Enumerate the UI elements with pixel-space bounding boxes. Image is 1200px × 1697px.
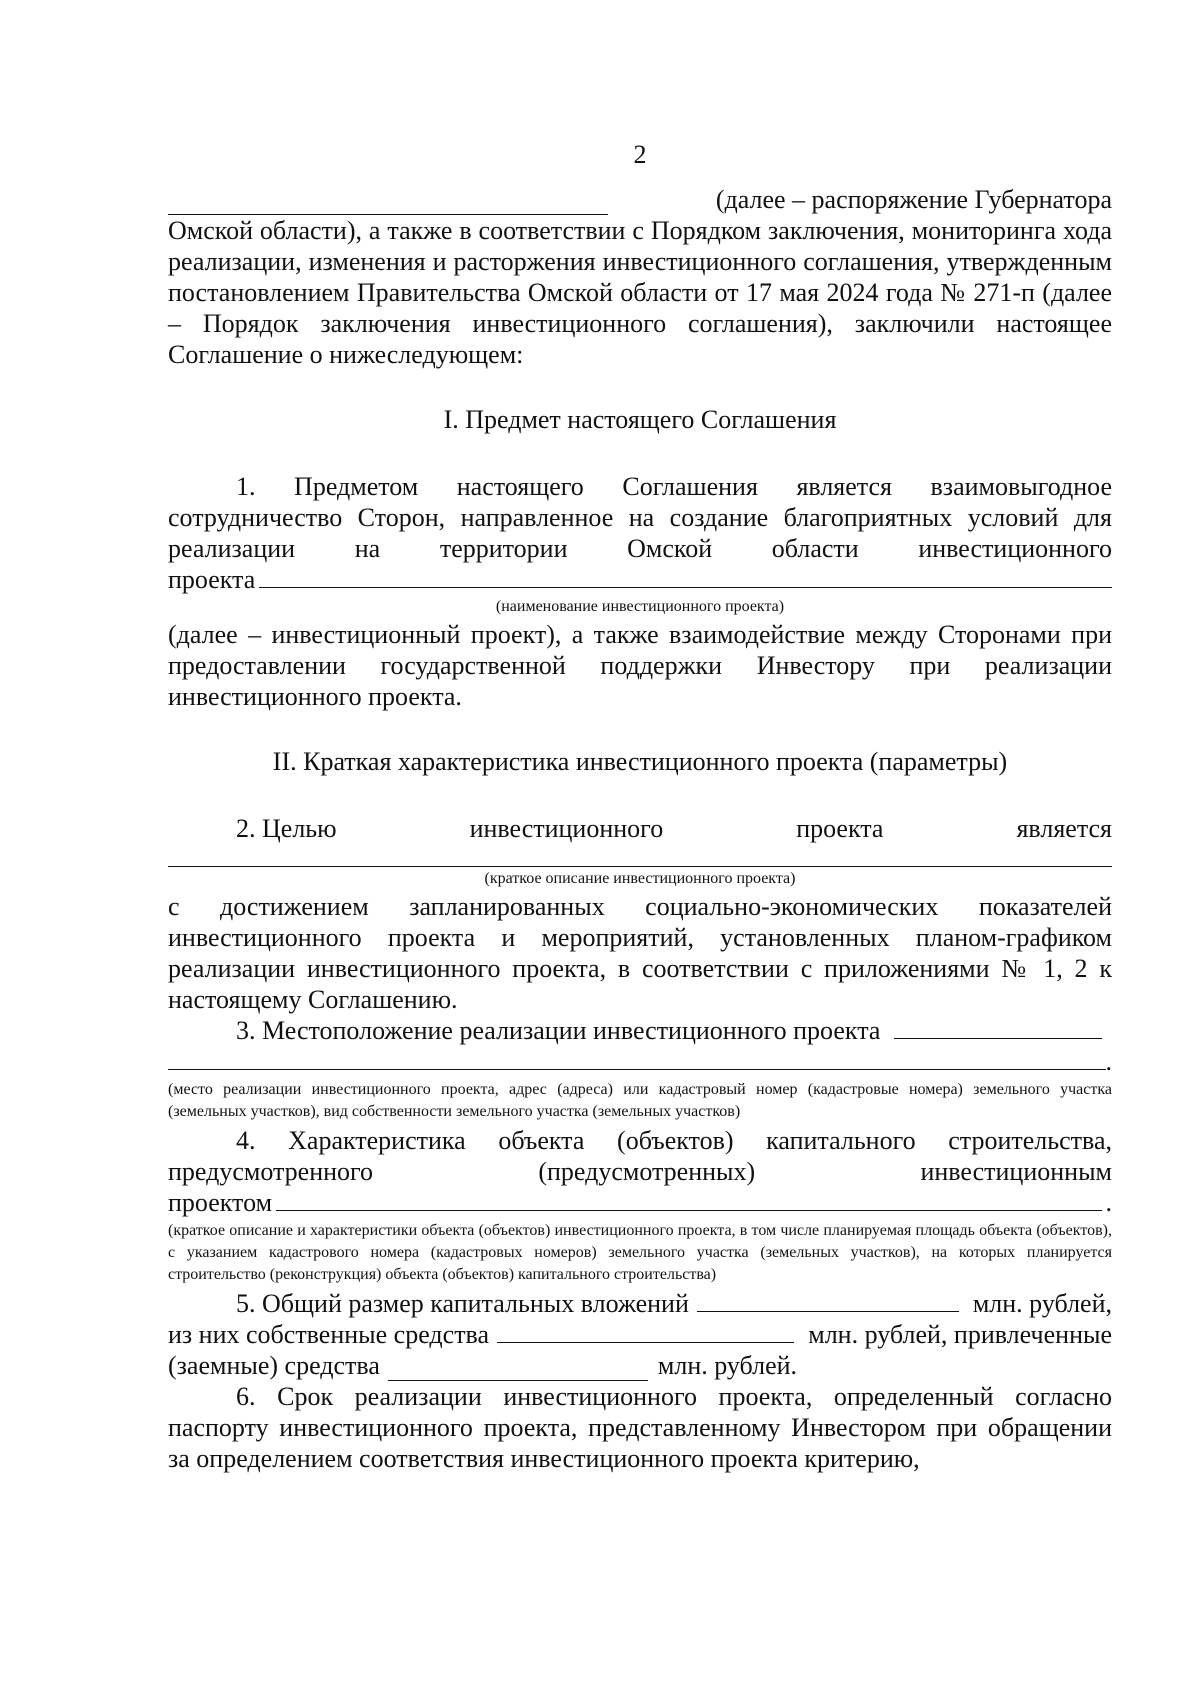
p3-rule-line — [168, 1046, 1112, 1077]
p5-text-e: (заемные) средства — [168, 1351, 380, 1380]
p2-word-2: инвестиционного — [469, 814, 664, 843]
p4-caption: (краткое описание и характеристики объекта (объектов) инвестиционного проекта, в том числе планируемая площадь объекта (объектов), с указанием кадастрового номера (кадастровых номеров) земельного участка (земельных участков), на которых планируется строительство (реконструкция) объекта (объектов) капитального строительства) — [168, 1222, 1112, 1283]
p2-line — [168, 813, 1112, 844]
p1-project-line — [168, 564, 1112, 595]
p5-text-d: млн. рублей, привлеченные — [808, 1320, 1112, 1349]
p4-line-1: 4. Характеристика объекта (объектов) капитального строительства, — [236, 1126, 1112, 1155]
p3-caption: (место реализации инвестиционного проекта, адрес (адреса) или кадастровый номер (кадастровые номера) земельного участка (земельных участков), вид собственности земельного участка (земельных участков) — [168, 1081, 1112, 1120]
location-field-2 — [168, 1068, 1106, 1070]
p5-text-f: млн. рублей. — [657, 1351, 798, 1380]
p4-object-word: проектом — [168, 1188, 273, 1217]
p5-text-b: млн. рублей, — [972, 1289, 1112, 1318]
p1-caption: (наименование инвестиционного проекта) — [495, 598, 785, 615]
p2-after: с достижением запланированных социально-экономических показателей инвестиционного проекта и мероприятий, установленных планом-графиком реализации инвестиционного проекта, в соответствии с приложениями № 1, 2 к настоящему Соглашению. — [168, 892, 1112, 1014]
p5-text-c: из них собственные средства — [168, 1320, 490, 1349]
intro-paragraph: Омской области), а также в соответствии с Порядком заключения, мониторинга хода реализации, изменения и расторжения инвестиционного соглашения, утвержденным постановлением Правительства Омской области от 17 мая 2024 года № 271-п (далее – Порядок заключения инвестиционного соглашения), заключили настоящее Соглашение о нижеследующем: — [168, 216, 1112, 369]
p3-period: . — [1105, 1047, 1112, 1076]
p4-period: . — [1105, 1188, 1112, 1217]
p3-line — [168, 1015, 1112, 1046]
project-name-field — [259, 586, 1112, 588]
total-investment-field — [697, 1310, 959, 1312]
p5-text-a: 5. Общий размер капитальных вложений — [236, 1289, 689, 1318]
blank-field — [168, 190, 608, 215]
section-1-title: I. Предмет настоящего Соглашения — [443, 405, 837, 434]
p3-text: 3. Местоположение реализации инвестиционного проекта — [236, 1016, 881, 1045]
own-funds-field — [497, 1341, 794, 1343]
p2-word-3: проекта — [796, 814, 884, 843]
intro-first-line — [168, 184, 1112, 215]
location-field-1 — [894, 1037, 1102, 1039]
p2-caption: (краткое описание инвестиционного проекта) — [484, 870, 796, 887]
borrowed-funds-field — [388, 1356, 648, 1381]
p1-line-1 — [168, 471, 1112, 502]
p4-word-1: предусмотренного — [168, 1157, 374, 1186]
goal-field — [168, 844, 1112, 867]
p4-word-2: (предусмотренных) — [538, 1157, 756, 1186]
p1-line-3: реализации на территории Омской области инвестиционного — [168, 534, 1112, 563]
page-content — [168, 140, 1112, 1474]
p5-line-3 — [168, 1350, 1112, 1381]
p4-word-3: инвестиционным — [920, 1157, 1112, 1186]
p1-project-word: проекта — [168, 565, 256, 594]
intro-first-line-text: (далее – распоряжение Губернатора — [715, 185, 1112, 214]
p1-line-1-text: 1. Предметом настоящего Соглашения является взаимовыгодное — [236, 472, 1112, 501]
p5-line-1 — [168, 1288, 1112, 1319]
p1-after: (далее – инвестиционный проект), а также взаимодействие между Сторонами при предоставлении государственной поддержки Инвестору при реализации инвестиционного проекта. — [168, 620, 1112, 711]
p2-word-1: 2. Целью — [236, 814, 337, 843]
object-field — [276, 1209, 1101, 1211]
page-number: 2 — [633, 140, 647, 169]
p1-line-2: сотрудничество Сторон, направленное на создание благоприятных условий для — [168, 503, 1112, 532]
p4-object-line — [168, 1187, 1112, 1218]
p5-line-2 — [168, 1319, 1112, 1350]
p6-paragraph: 6. Срок реализации инвестиционного проекта, определенный согласно паспорту инвестиционного проекта, представленному Инвестором при обращении за определением соответствия инвестиционного проекта критерию, — [168, 1382, 1112, 1473]
p4-line-2 — [168, 1156, 1112, 1187]
p2-word-4: является — [1016, 814, 1112, 843]
section-2-title: II. Краткая характеристика инвестиционного проекта (параметры) — [272, 747, 1008, 776]
